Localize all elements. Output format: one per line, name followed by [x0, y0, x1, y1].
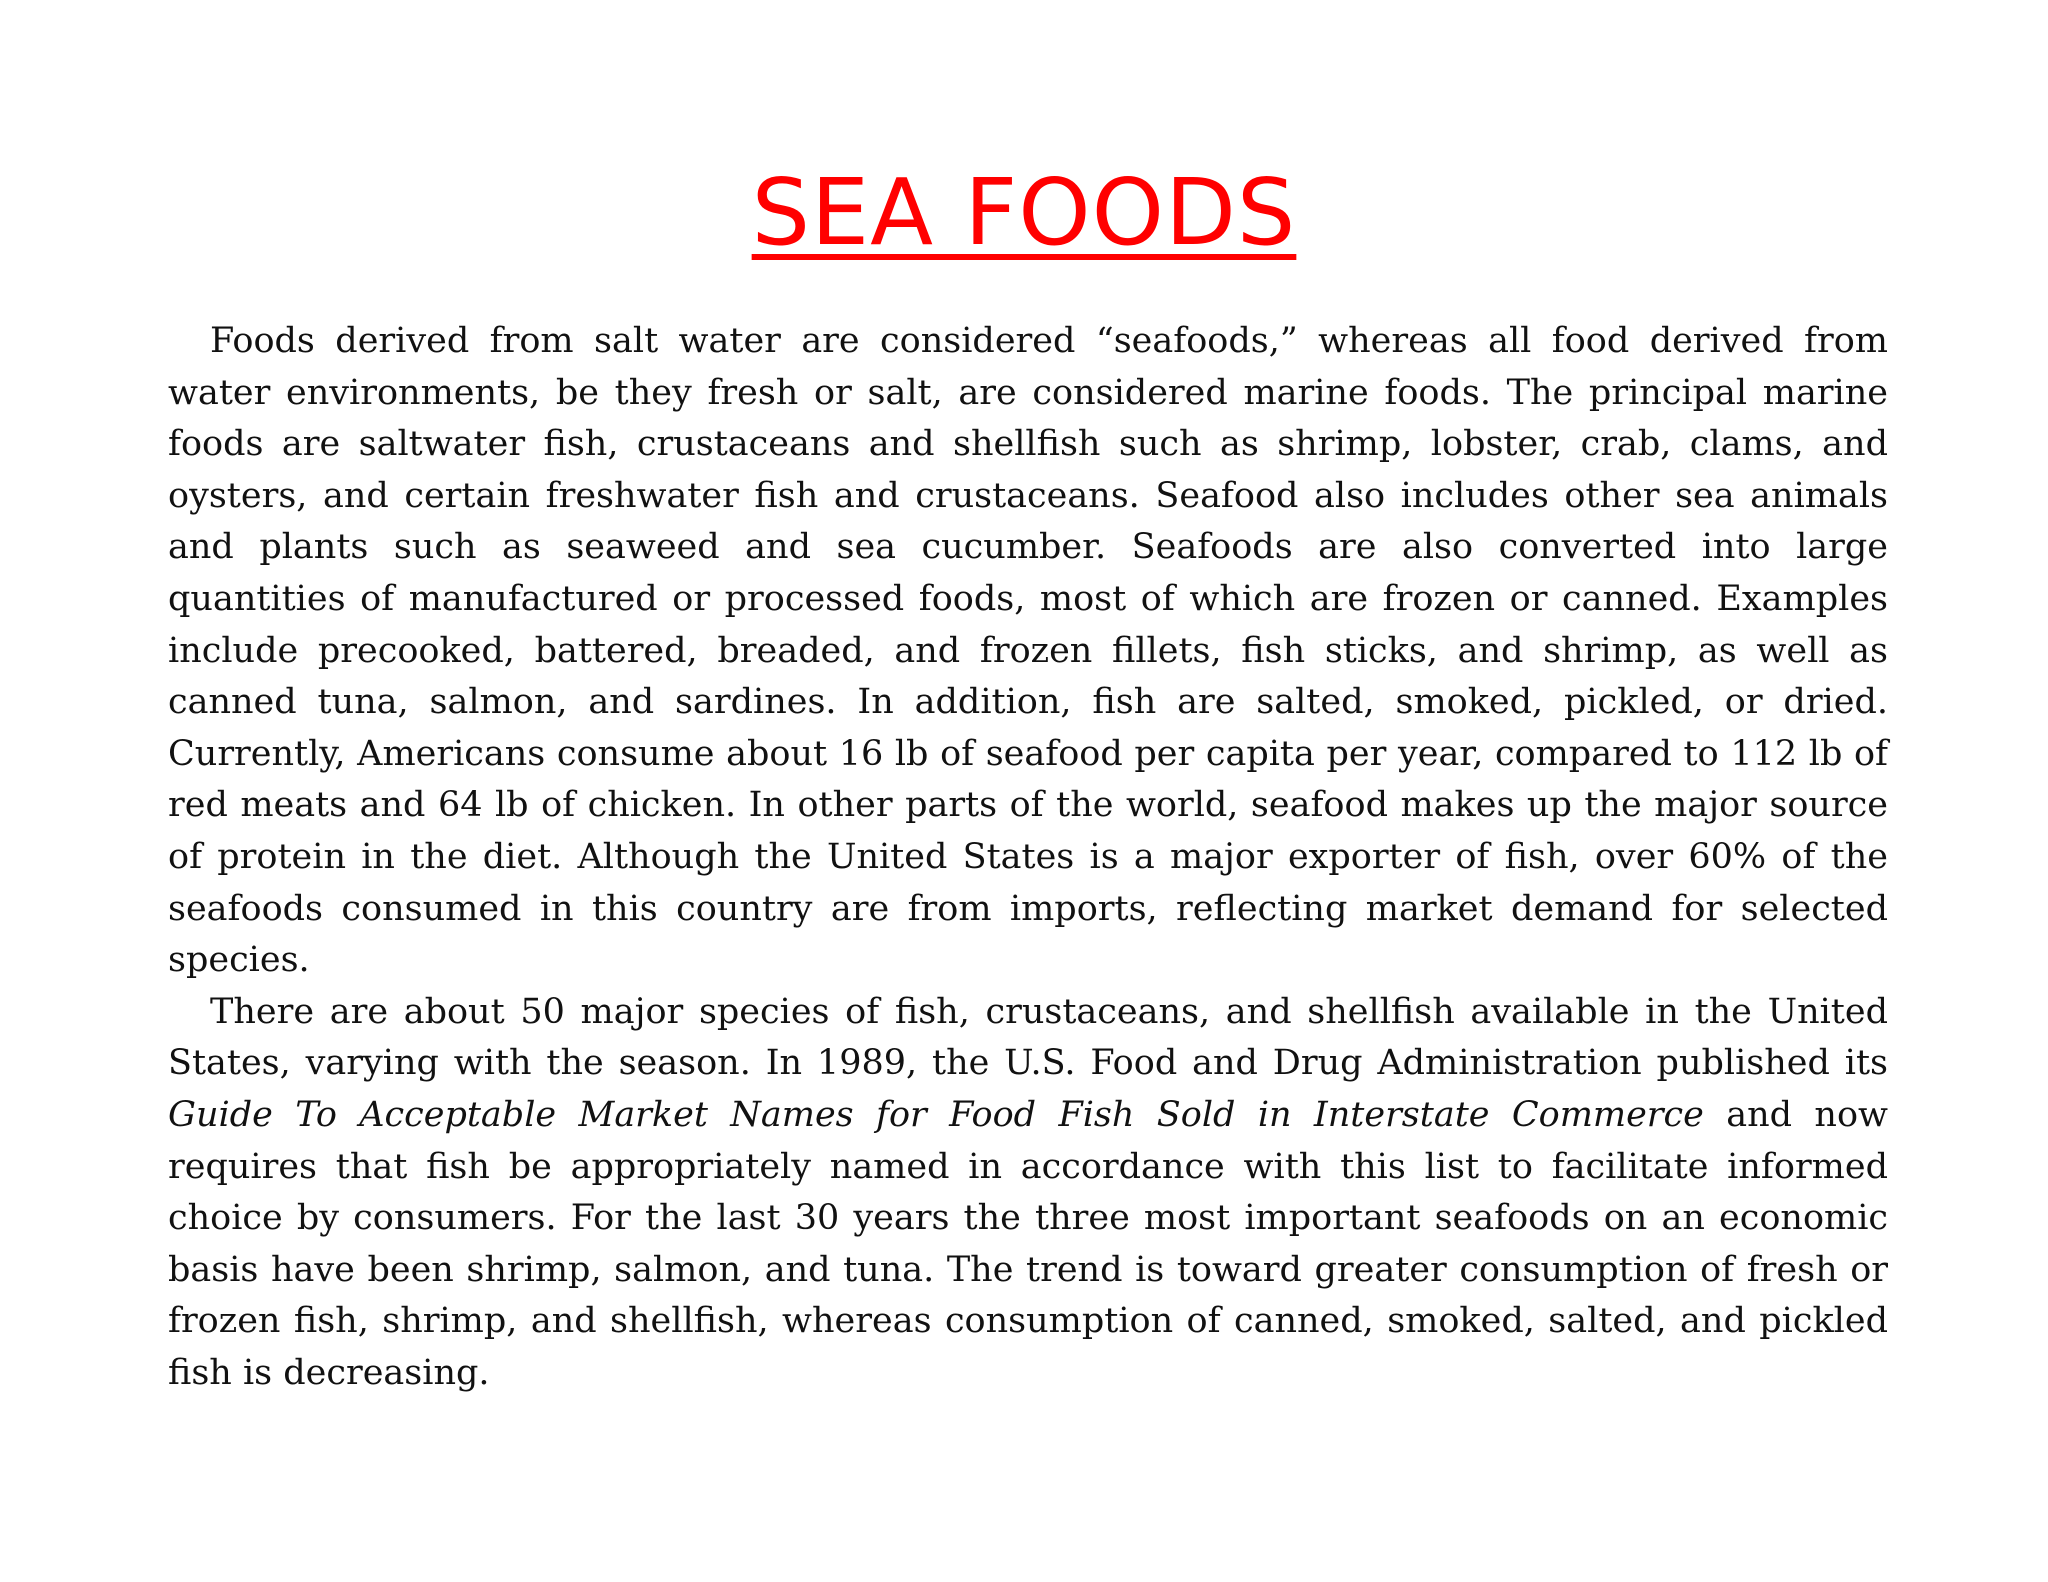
paragraph-2-before: There are about 50 major species of fish, crustaceans, and shellfish available in the United States, varying with the season. In 1989, the U.S. Food and Drug Administration published its	[168, 991, 1888, 1084]
paragraph-2-after: and now requires that fish be appropriately named in accordance with this list to facilitate informed choice by consumers. For the last 30 years the three most important seafoods on an economic basis have been shrimp, salmon, and tuna. The trend is toward greater consumption of fresh or frozen fish, shrimp, and shellfish, whereas consumption of canned, smoked, salted, and pickled fish is decreasing.	[168, 1094, 1888, 1393]
body-text	[168, 316, 1888, 1399]
paragraph-2	[168, 987, 1888, 1400]
guide-title: Guide To Acceptable Market Names for Food Fish Sold in Interstate Commerce	[168, 1094, 1704, 1135]
paragraph-1: Foods derived from salt water are considered “seafoods,” whereas all food derived from water environments, be they fresh or salt, are considered marine foods. The principal marine foods are saltwater fish, crustaceans and shellfish such as shrimp, lobster, crab, clams, and oysters, and certain freshwater fish and crustaceans. Seafood also includes other sea animals and plants such as seaweed and sea cucumber. Seafoods are also converted into large quantities of manufactured or processed foods, most of which are frozen or canned. Examples include precooked, battered, breaded, and frozen fillets, fish sticks, and shrimp, as well as canned tuna, salmon, and sardines. In addition, fish are salted, smoked, pickled, or dried. Currently, Americans consume about 16 lb of seafood per capita per year, compared to 112 lb of red meats and 64 lb of chicken. In other parts of the world, seafood makes up the major source of protein in the diet. Although the United States is a major exporter of fish, over 60% of the seafoods consumed in this country are from imports, reflecting market demand for selected species.	[168, 321, 1888, 981]
page-title: SEA FOODS	[751, 159, 1297, 266]
